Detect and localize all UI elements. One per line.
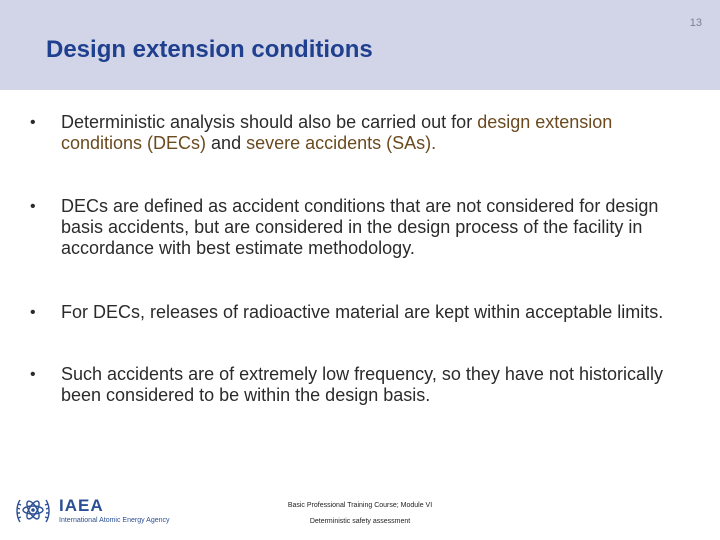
bullet-text-2: DECs are defined as accident conditions that are not considered for design basis accidents, but are considered in the design process of the facility in accordance with best estimate methodology. [61, 196, 659, 258]
bullet-1-part-3: and [206, 133, 247, 153]
slide-title: Design extension conditions [46, 36, 373, 63]
bullet-1-highlight-sas: severe accidents (SAs). [246, 133, 437, 153]
bullet-icon: • [30, 366, 36, 383]
bullet-icon: • [30, 304, 36, 321]
bullet-text-1 [61, 112, 612, 153]
logo-wordmark: IAEA [59, 496, 104, 515]
slide-number: 13 [689, 17, 702, 29]
bullet-item-1 [30, 112, 690, 154]
bullet-item-2 [30, 196, 690, 259]
bullet-text-3: For DECs, releases of radioactive material are kept within acceptable limits. [61, 302, 664, 322]
footer-course-line: Basic Professional Training Course; Module VI [287, 502, 433, 509]
bullet-text-4: Such accidents are of extremely low frequency, so they have not historically been considered to be within the design basis. [61, 364, 663, 405]
bullet-item-4 [30, 364, 690, 406]
bullet-icon: • [30, 114, 36, 131]
iaea-logo [14, 492, 170, 530]
bullet-1-highlight-decs: design extension conditions (DECs) [61, 112, 613, 153]
logo-subtitle: International Atomic Energy Agency [59, 517, 170, 524]
bullet-item-3 [30, 302, 690, 323]
bullet-list [30, 112, 690, 448]
bullet-icon: • [30, 198, 36, 215]
atom-emblem-icon [14, 494, 52, 528]
footer-topic-line: Deterministic safety assessment [309, 518, 411, 525]
bullet-1-part-1: Deterministic analysis should also be carried out for [61, 112, 478, 132]
